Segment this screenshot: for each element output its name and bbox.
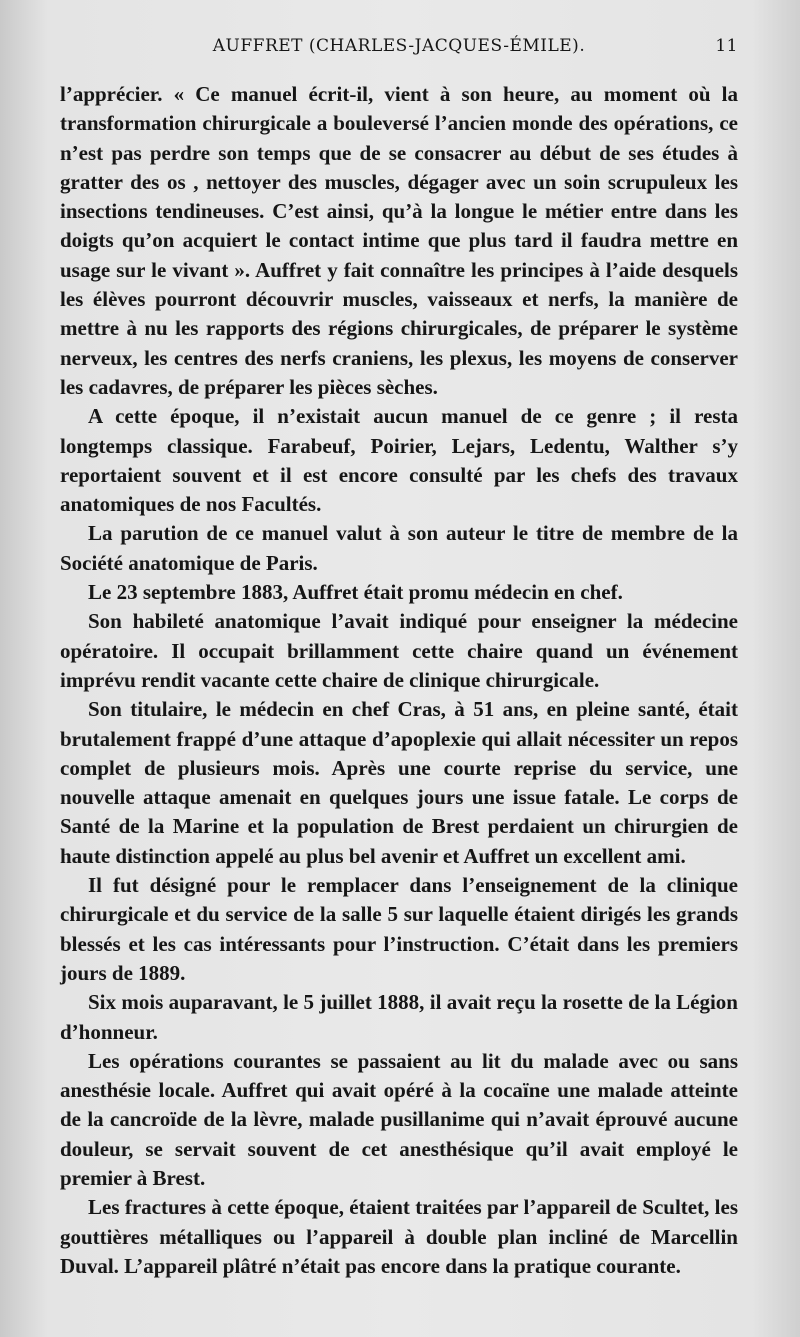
page-header bbox=[60, 36, 738, 66]
paragraph: l’apprécier. « Ce manuel écrit-il, vient à son heure, au moment où la transformation chirurgicale a bouleversé l’ancien monde des opérations, ce n’est pas perdre son temps que de se consacrer au début de ses études à gratter des os , nettoyer des muscles, dégager avec un soin scrupuleux les insections tendineuses. C’est ainsi, qu’à la longue le métier entre dans les doigts qu’on acquiert le contact intime que plus tard il faudra mettre en usage sur le vivant ». Auffret y fait connaître les principes à l’aide desquels les élèves pourront découvrir muscles, vaisseaux et nerfs, la manière de mettre à nu les rapports des régions chirurgicales, de préparer le système nerveux, les centres des nerfs craniens, les plexus, les moyens de conserver les cadavres, de préparer les pièces sèches. bbox=[60, 82, 738, 399]
paragraph: La parution de ce manuel valut à son auteur le titre de membre de la Société anatomique de Paris. bbox=[60, 521, 738, 575]
paragraph: Les opérations courantes se passaient au lit du malade avec ou sans anesthésie locale. Auffret qui avait opéré à la cocaïne une malade atteinte de la cancroïde de la lèvre, malade pusillanime qui n’avait éprouvé aucune douleur, se servait souvent de cet anesthésique qu’il avait employé le premier à Brest. bbox=[60, 1048, 738, 1190]
page-number: 11 bbox=[715, 36, 738, 56]
paragraph: Son titulaire, le médecin en chef Cras, à 51 ans, en pleine santé, était brutalement frappé d’une attaque d’apoplexie qui allait nécessiter un repos complet de plusieurs mois. Après une courte reprise du service, une nouvelle attaque amenait en quelques jours une issue fatale. Le corps de Santé de la Marine et la population de Brest perdaient un chirurgien de haute distinction appelé au plus bel avenir et Auffret un excellent ami. bbox=[60, 697, 738, 868]
paragraph: Les fractures à cette époque, étaient traitées par l’appareil de Scultet, les gouttières métalliques ou l’appareil à double plan incliné de Marcellin Duval. L’appareil plâtré n’était pas encore dans la pratique courante. bbox=[60, 1195, 738, 1278]
paragraph: Son habileté anatomique l’avait indiqué pour enseigner la médecine opératoire. Il occupait brillamment cette chaire quand un événement imprévu rendit vacante cette chaire de clinique chirurgicale. bbox=[60, 609, 738, 692]
running-head: AUFFRET (CHARLES-JACQUES-ÉMILE). bbox=[212, 36, 586, 56]
body-text bbox=[60, 80, 738, 1281]
paragraph: Six mois auparavant, le 5 juillet 1888, il avait reçu la rosette de la Légion d’honneur. bbox=[60, 990, 738, 1044]
paragraph: Le 23 septembre 1883, Auffret était promu médecin en chef. bbox=[88, 580, 623, 605]
paragraph: A cette époque, il n’existait aucun manuel de ce genre ; il resta longtemps classique. Farabeuf, Poirier, Lejars, Ledentu, Walther s’y reportaient souvent et il est encore consulté par les chefs des travaux anatomiques de nos Facultés. bbox=[60, 404, 738, 517]
paragraph: Il fut désigné pour le remplacer dans l’enseignement de la clinique chirurgicale et du service de la salle 5 sur laquelle étaient dirigés les grands blessés et les cas intéressants pour l’instruction. C’était dans les premiers jours de 1889. bbox=[60, 873, 738, 985]
